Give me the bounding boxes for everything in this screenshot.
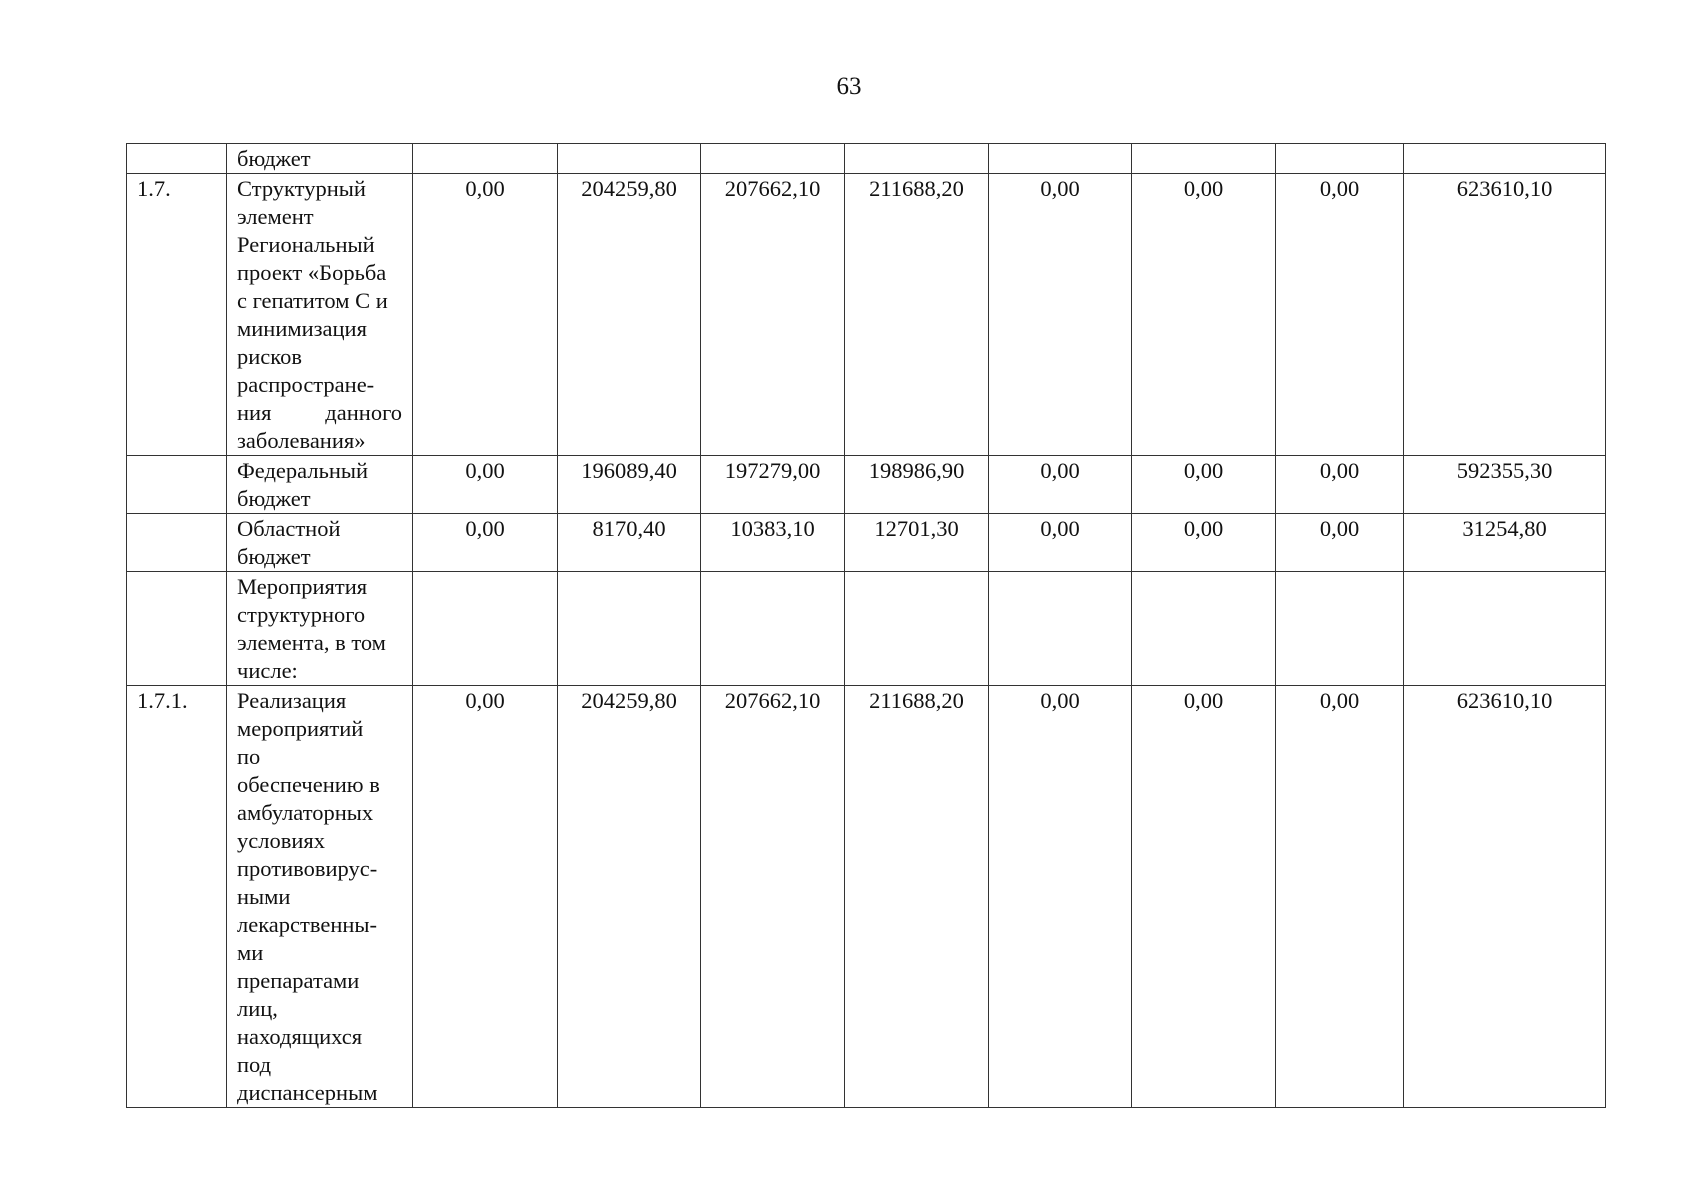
value-cell: 0,00: [413, 174, 558, 456]
value-cell: 197279,00: [701, 456, 845, 514]
value-cell: [1404, 144, 1606, 174]
row-name-line: лиц,: [237, 996, 278, 1021]
row-code: [127, 144, 227, 174]
value-cell: 0,00: [1276, 174, 1404, 456]
row-name-line: Областной: [237, 516, 341, 541]
row-code: 1.7.1.: [127, 686, 227, 1108]
row-name-line: Региональный: [237, 232, 375, 257]
row-name-line: условиях: [237, 828, 325, 853]
row-name-line: бюджет: [237, 146, 311, 171]
value-cell: [1276, 572, 1404, 686]
value-cell: [558, 144, 701, 174]
row-name: [227, 174, 413, 456]
row-code: [127, 572, 227, 686]
row-name-line: противовирус-: [237, 856, 378, 881]
budget-table: [126, 143, 1606, 1108]
row-code: [127, 456, 227, 514]
value-cell: 0,00: [413, 686, 558, 1108]
value-cell: 592355,30: [1404, 456, 1606, 514]
value-cell: 8170,40: [558, 514, 701, 572]
row-name-line: диспансерным: [237, 1080, 378, 1105]
row-name-line: мероприятий: [237, 716, 364, 741]
row-name-line: лекарственны-: [237, 912, 378, 937]
value-cell: [1132, 572, 1276, 686]
row-code: 1.7.: [127, 174, 227, 456]
table-row: [127, 174, 1606, 456]
row-name-line: по: [237, 744, 261, 769]
row-name-line: заболевания»: [237, 428, 366, 453]
value-cell: 0,00: [413, 456, 558, 514]
row-name-line: Структурный: [237, 176, 366, 201]
value-cell: 0,00: [413, 514, 558, 572]
row-name-line: минимизация: [237, 316, 367, 341]
row-name-line: ными: [237, 884, 291, 909]
value-cell: 196089,40: [558, 456, 701, 514]
row-name-line: Реализация: [237, 688, 347, 713]
value-cell: 0,00: [1132, 456, 1276, 514]
row-name-line: Федеральный: [237, 458, 369, 483]
row-name-line: распростране-: [237, 372, 375, 397]
row-name-line: рисков: [237, 344, 302, 369]
row-code: [127, 514, 227, 572]
value-cell: [701, 144, 845, 174]
value-cell: [701, 572, 845, 686]
value-cell: 204259,80: [558, 686, 701, 1108]
row-name-line: элемент: [237, 204, 314, 229]
value-cell: 0,00: [989, 174, 1132, 456]
value-cell: [1276, 144, 1404, 174]
row-name-line: обеспечению в: [237, 772, 380, 797]
value-cell: [1404, 572, 1606, 686]
table-row: [127, 514, 1606, 572]
row-name: [227, 686, 413, 1108]
value-cell: 0,00: [1132, 514, 1276, 572]
value-cell: 0,00: [1132, 686, 1276, 1108]
row-name-line: под: [237, 1052, 272, 1077]
row-name-line: препаратами: [237, 968, 360, 993]
row-name-line: Мероприятия: [237, 574, 368, 599]
table-row: [127, 686, 1606, 1108]
value-cell: 207662,10: [701, 686, 845, 1108]
page-number: 63: [836, 73, 862, 100]
row-name-line: структурного: [237, 602, 366, 627]
value-cell: 0,00: [989, 456, 1132, 514]
value-cell: [989, 144, 1132, 174]
value-cell: 623610,10: [1404, 174, 1606, 456]
row-name: [227, 456, 413, 514]
value-cell: 623610,10: [1404, 686, 1606, 1108]
value-cell: 0,00: [1132, 174, 1276, 456]
value-cell: 0,00: [1276, 514, 1404, 572]
value-cell: [845, 572, 989, 686]
value-cell: 198986,90: [845, 456, 989, 514]
value-cell: 0,00: [1276, 686, 1404, 1108]
value-cell: [1132, 144, 1276, 174]
value-cell: 0,00: [1276, 456, 1404, 514]
value-cell: 204259,80: [558, 174, 701, 456]
row-name-line: числе:: [237, 658, 298, 683]
row-name: [227, 572, 413, 686]
value-cell: 12701,30: [845, 514, 989, 572]
table-body: [127, 144, 1606, 1108]
value-cell: 207662,10: [701, 174, 845, 456]
value-cell: 211688,20: [845, 686, 989, 1108]
value-cell: [558, 572, 701, 686]
row-name: [227, 144, 413, 174]
row-name-line: ния данного: [237, 400, 402, 425]
value-cell: [989, 572, 1132, 686]
row-name-line: бюджет: [237, 486, 311, 511]
row-name-line: бюджет: [237, 544, 311, 569]
table-row: [127, 144, 1606, 174]
table-row: [127, 572, 1606, 686]
value-cell: [845, 144, 989, 174]
row-name-line: ми: [237, 940, 264, 965]
row-name-line: амбулаторных: [237, 800, 374, 825]
table-row: [127, 456, 1606, 514]
row-name-line: элемента, в том: [237, 630, 386, 655]
value-cell: 31254,80: [1404, 514, 1606, 572]
row-name-line: с гепатитом С и: [237, 288, 388, 313]
row-name-line: находящихся: [237, 1024, 363, 1049]
value-cell: 0,00: [989, 514, 1132, 572]
row-name: [227, 514, 413, 572]
value-cell: 0,00: [989, 686, 1132, 1108]
value-cell: 211688,20: [845, 174, 989, 456]
value-cell: [413, 572, 558, 686]
row-name-line: проект «Борьба: [237, 260, 387, 285]
value-cell: [413, 144, 558, 174]
value-cell: 10383,10: [701, 514, 845, 572]
